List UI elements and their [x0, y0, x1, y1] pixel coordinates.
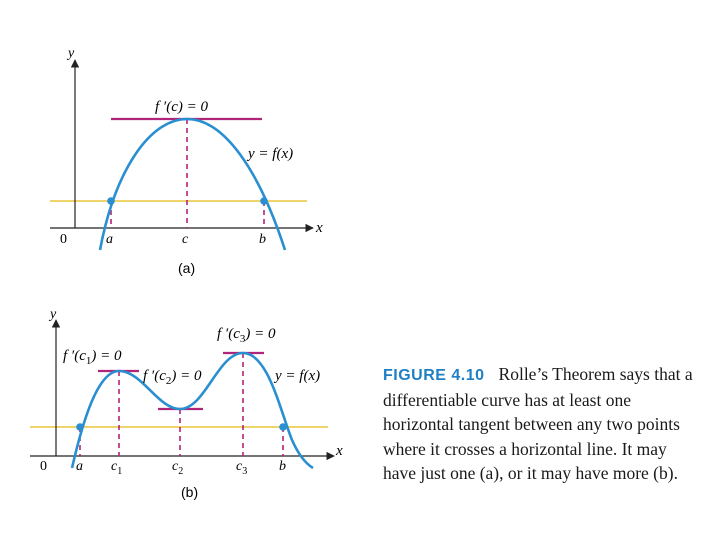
tangent2-label-b: f $'(c_2) = 0$ — [143, 368, 202, 387]
panel-label-b: (b) — [181, 484, 199, 500]
point-a-b — [76, 423, 84, 431]
curve-a — [100, 119, 285, 250]
point-a-a — [107, 197, 115, 205]
tick-b-label-a: b — [259, 232, 266, 247]
tangent1-label-b: f $'(c_1) = 0$ — [63, 348, 122, 367]
point-b-b — [279, 423, 287, 431]
curve-label-b: y = f(x) — [275, 368, 321, 384]
tick-c1-label-b: $c_1$ — [111, 459, 123, 477]
origin-label-a: 0 — [60, 232, 67, 247]
axis-y-label-b: y — [50, 307, 57, 322]
tick-a-label-a: a — [106, 232, 113, 247]
tick-c2-label-b: $c_2$ — [172, 459, 184, 477]
tick-a-label-b: a — [76, 459, 83, 474]
axis-x-label-a: x — [316, 220, 323, 236]
tick-c-label-a: c — [182, 232, 189, 247]
axis-y-label-a: y — [68, 46, 75, 61]
tangent-label-a: f ′(c) = 0 — [155, 99, 208, 115]
tangent3-label-b: f $'(c_3) = 0$ — [217, 326, 276, 345]
caption-text: Rolle’s Theorem says that a differentiable curve has at least one horizontal tangent between any two points where it crosses a horizontal line. It may have just one (a), or it may have more (b). — [383, 364, 693, 483]
figure-caption — [383, 362, 703, 485]
tick-b-label-b: b — [279, 459, 286, 474]
panel-a — [50, 46, 323, 276]
panel-b — [30, 307, 343, 500]
point-b-a — [260, 197, 268, 205]
figure-label: FIGURE 4.10 — [383, 367, 485, 384]
curve-label-a: y = f(x) — [248, 146, 294, 162]
origin-label-b: 0 — [40, 459, 47, 474]
tick-c3-label-b: $c_3$ — [236, 459, 248, 477]
axis-x-label-b: x — [336, 443, 343, 459]
panel-label-a: (a) — [178, 260, 196, 276]
